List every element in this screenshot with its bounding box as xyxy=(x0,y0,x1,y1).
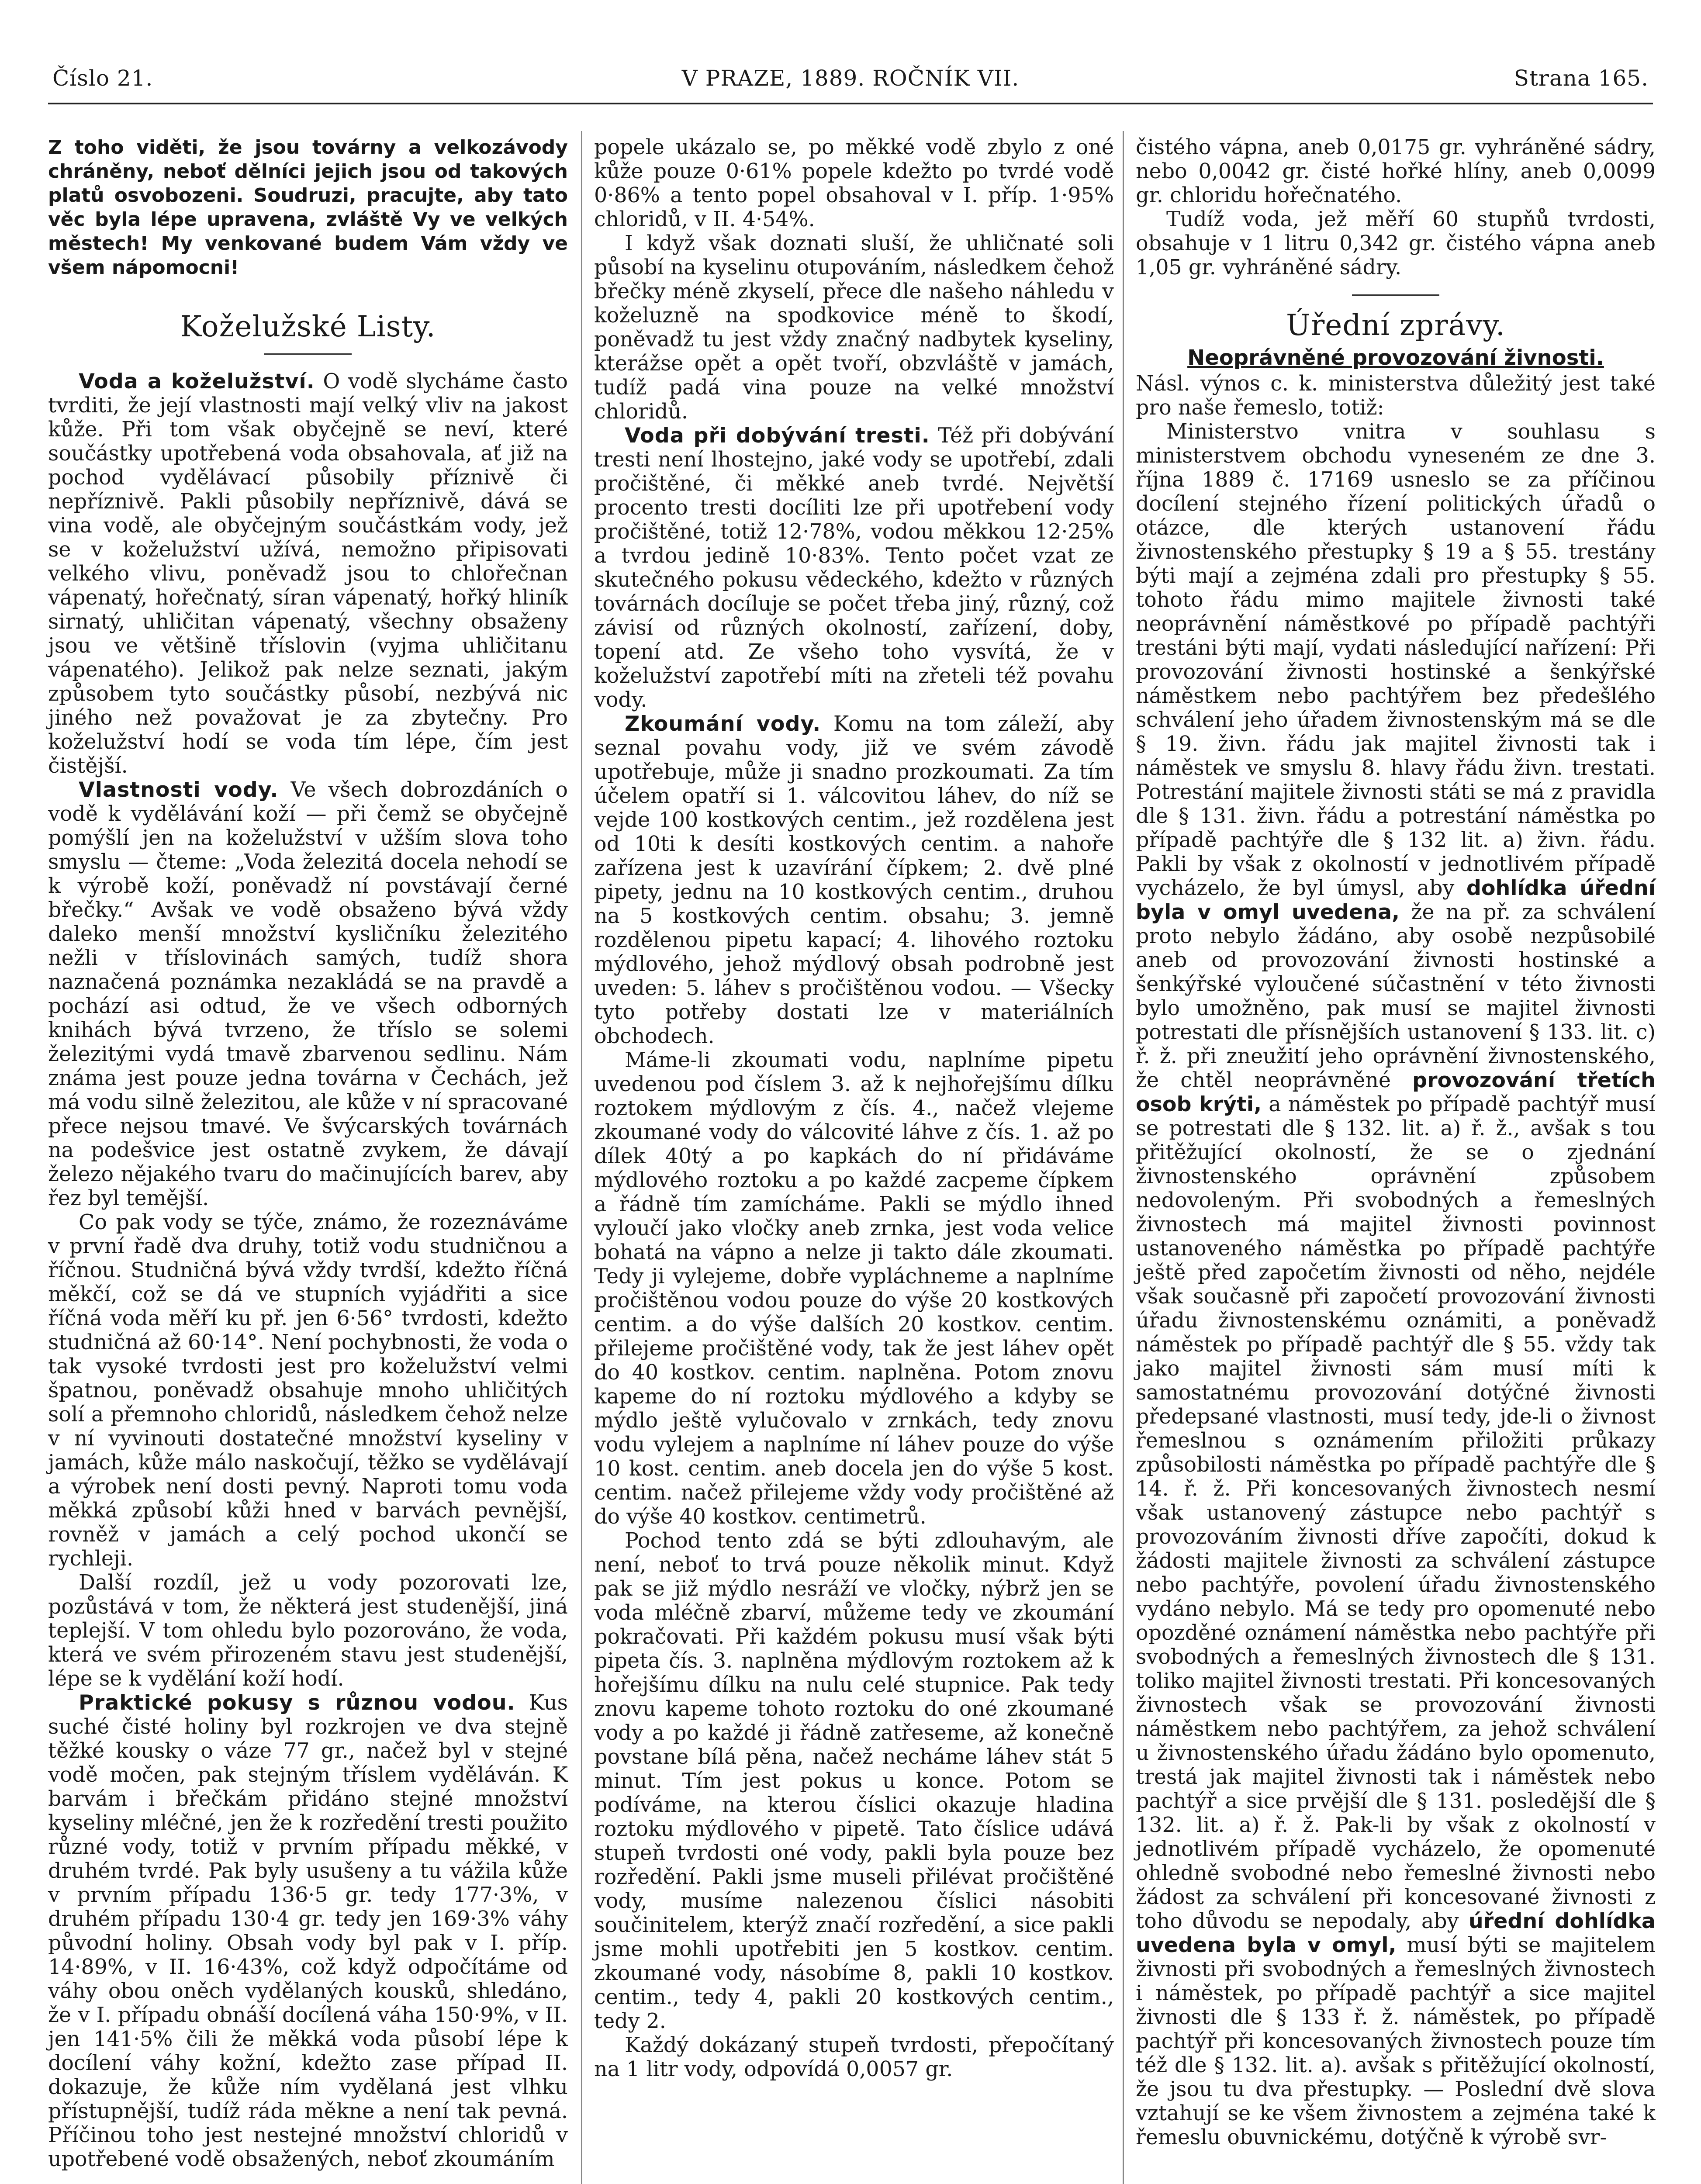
paragraph xyxy=(48,370,568,778)
paragraph-text: Též při dobývání tresti není lhostejno, jaké vody se upotřebí, zdali pročištěné, či měkké aneb tvrdé. Největší procento tresti docíliti lze při upotřebení vody pročištěné, totiž 12·78%, vodou měkkou 12·25% a tvrdou jedině 10·83%. Tento počet vzat ze skutečného pokusu vědeckého, kdežto v různých továrnách docíluje se počet třeba jiný, různý, což závisí od různých okolností, zařízení, doby, topení atd. Ze všeho toho vysvítá, že v koželužství zapotřebí míti na zřeteli též povahu vody. xyxy=(594,424,1114,712)
column-2 xyxy=(594,135,1114,2081)
paragraph: Násl. výnos c. k. ministerstva důležitý jest také pro naše řemeslo, totiž: xyxy=(1136,372,1656,420)
paragraph xyxy=(594,424,1114,712)
paragraph: Pochod tento zdá se býti zdlouhavým, ale není, neboť to trvá pouze několik minut. Když pak se již mýdlo nesráží ve vločky, nýbrž jen se voda mléčně zbarví, můžeme tedy ve zkoumání pokračovati. Při každém pokusu musí však býti pipeta čís. 3. naplněna mýdlovým roztokem až k hořejšímu dílku na nulu celé stupnice. Pak tedy znovu kapeme tohoto roztoku do oné zkoumané vody a po každé ji řádně zatřeseme, až konečně povstane bílá pěna, načež necháme láhev stát 5 minut. Tím jest pokus u konce. Potom se podíváme, na kterou číslici okazuje hladina roztoku mýdlového v pipetě. Tato číslice udává stupeň tvrdosti oné vody, pakli byla pouze bez rozředění. Pakli jsme museli přilévat pročištěné vody, musíme nalezenou číslici násobiti součinitelem, kterýž značí rozředění, a sice pakli jsme mohli upotřebiti jen 5 kostkov. centim. zkoumané vody, násobíme 8, pakli 10 kostkov. centim., tedy 4, pakli 20 kostkových centim., tedy 2. xyxy=(594,1529,1114,2033)
paragraph-text: Kus suché čisté holiny byl rozkrojen ve dva stejně těžké kousky o váze 77 gr., načež byl v stejné vodě močen, pak stejným tříslem vyděláván. K barvám i břečkám přidáno stejné množství kyseliny mléčné, jen že k rozředění tresti použito různé vody, totiž v prvním případu měkké, v druhém tvrdé. Pak byly usušeny a tu vážila kůže v prvním případu 136·5 gr. tedy 177·3%, v druhém případu 130·4 gr. tedy jen 169·3% váhy původní holiny. Obsah vody byl pak v I. příp. 14·89%, v II. 16·43%, což když odpočítáme od váhy obou oněch vydělaných kousků, shledáno, že v I. případu obnáší docílená váha 150·9%, v II. jen 141·5% čili že měkká voda působí lépe k docílení váhy kožní, kdežto zase případ II. dokazuje, že kůže ním vydělaná jest vlhku přístupnější, tudíž ráda měkne a není tak pevná. Příčinou toho jest nestejné množství chloridů v upotřebené vodě obsažených, neboť zkoumáním xyxy=(48,1691,568,2171)
paragraph: Máme-li zkoumati vodu, naplníme pipetu uvedenou pod číslem 3. až k nejhořejšímu dílku roztokem mýdlovým z čís. 4., načež vlejeme zkoumané vody do válcovité láhve z čís. 1. až po dílek 40tý a po kapkách do ní přidáváme mýdlového roztoku a po každé zacpeme čípkem a řádně tím zamícháme. Pakli se mýdlo ihned vyloučí jako vločky aneb zrnka, jest voda velice bohatá na vápno a nelze ji takto dále zkoumati. Tedy ji vylejeme, dobře vypláchneme a naplníme pročištěnou vodou pouze do výše 20 kostkových centim. a do výše dalších 20 kostkov. centim. přilejeme pročištěné vody, tak že jest láhev opět do 40 kostkov. centim. naplněna. Potom znovu kapeme do ní roztoku mýdlového a kdyby se mýdlo ještě vylučovalo v zrnkách, tedy znovu vodu vylejem a naplníme ní láhev pouze do výše 10 kost. centim. aneb docela jen do výše 5 kost. centim. načež přilejeme vždy vody pročištěné až do výše 40 kostkov. centimetrů. xyxy=(594,1048,1114,1529)
paragraph xyxy=(1136,420,1656,2149)
section-rule xyxy=(1352,294,1439,296)
page-header xyxy=(52,66,1649,105)
header-rule xyxy=(48,103,1653,104)
paragraph: I když však doznati sluší, že uhličnaté soli působí na kyselinu otupováním, následkem čehož břečky méně zkyselí, přece dle našeho náhledu v koželuzně na spodkovice méně to škodí, poněvadž tu jest vždy značný nadbytek kyseliny, kterážse opět a opět tvoří, obzvláště v jamách, tudíž padá vina pouze na velké množství chloridů. xyxy=(594,232,1114,424)
subheading: Neoprávněné provozování živnosti. xyxy=(1187,346,1604,370)
paragraph-text: Komu na tom záleží, aby seznal povahu vody, již ve svém závodě upotřebuje, může ji snadno prozkoumati. Za tím účelem opatří si 1. válcovitou láhev, do níž se vejde 100 kostkových centim., jež rozdělena jest od 10ti k desíti kostkových centim. a nahoře zařízena jest k uzavírání čípkem; 2. dvě plné pipety, jednu na 10 kostkových centim., druhou na 5 kostkových centim. obsahu; 3. jemně rozdělenou pipetu kapací; 4. lihového roztoku mýdlového, jehož mýdlový obsah podrobně jest uveden: 5. láhev s pročištěnou vodou. — Všecky tyto potřeby dostati lze v materiálních obchodech. xyxy=(594,712,1114,1048)
paragraph: čistého vápna, aneb 0,0175 gr. vyhráněné sádry, nebo 0,0042 gr. čisté hořké hlíny, aneb 0,0099 gr. chloridu hořečnatého. xyxy=(1136,135,1656,207)
paragraph xyxy=(48,778,568,1210)
section-title: Úřední zprávy. xyxy=(1286,308,1505,342)
paragraph: Každý dokázaný stupeň tvrdosti, přepočítaný na 1 litr vody, odpovídá 0,0057 gr. xyxy=(594,2033,1114,2081)
column-divider xyxy=(1123,131,1124,2184)
paragraph: Další rozdíl, jež u vody pozorovati lze, pozůstává v tom, že některá jest studenější, jiná teplejší. V tom ohledu bylo pozorováno, že voda, která ve svém přirozeném stavu jest studenější, lépe se k vydělání koží hodí. xyxy=(48,1571,568,1691)
page-number: Strana 165. xyxy=(1514,66,1649,91)
paragraph xyxy=(594,712,1114,1048)
column-3 xyxy=(1136,135,1656,2149)
runin-heading: Vlastnosti vody. xyxy=(79,778,279,802)
column-1 xyxy=(48,135,568,2171)
paragraph-text: že na př. za schválení proto nebylo žádáno, aby osobě nezpůsobilé aneb od provozování živnosti hostinské a šenkýřské vyloučené súčastnění v této živnosti bylo umožněno, pak musí se majitel živnosti potrestati dle přísnějších ustanovení § 133. lit. c) ř. ž. při zneužití jeho oprávnění živnostenského, že chtěl neoprávněné xyxy=(1136,900,1656,1092)
paragraph: Tudíž voda, jež měří 60 stupňů tvrdosti, obsahuje v 1 litru 0,342 gr. čistého vápna aneb 1,05 gr. vyhráněné sádry. xyxy=(1136,207,1656,280)
issue-number: Číslo 21. xyxy=(52,66,153,91)
section-title: Koželužské Listy. xyxy=(180,310,436,343)
paragraph xyxy=(48,1691,568,2171)
runin-heading: Voda a koželužství. xyxy=(79,370,315,394)
runin-heading: Praktické pokusy s různou vodou. xyxy=(79,1691,515,1715)
section-rule xyxy=(264,353,352,355)
paragraph-text: Ministerstvo vnitra v souhlasu s ministerstvem obchodu vyneseném ze dne 3. října 1889 č. 17169 usneslo se za příčinou docílení stejného řízení politických úřadů o otázce, dle kterých ustanovení řádu živnostenského přestupky § 19 a § 55. trestány býti mají a zejména zdali pro přestupky § 55. tohoto řádu mimo majitele živnosti také neoprávnění náměstkové po případě pachtýři trestáni býti mají, vydati následující nařízení: Při provozování živnosti hostinské a šenkýřské náměstkem nebo pachtýřem bez předešlého schválení jeho úřadem živnostenským má se dle § 19. živn. řádu jak majitel živnosti tak i náměstek ve smyslu 8. hlavy řádu živn. trestati. Potrestání majitele živnosti státi se má z pravidla dle § 131. živn. řádu a potrestání náměstka po případě pachtýře dle § 132 lit. a) živn. řádu. Pakli by však z okolností v jednotlivém případě vycházelo, že byl úmysl, aby xyxy=(1136,420,1656,900)
paragraph-text: Ve všech dobrozdáních o vodě k vydělávání koží — při čemž se obyčejně pomýšlí jen na koželužství v užším slova toho smyslu — čteme: „Voda železitá docela nehodí se k výrobě koží, poněvadž ní povstávají černé břečky.“ Avšak ve vodě obsaženo bývá vždy daleko menší množství kysličníku železitého nežli v tříslovinách samých, tudíž shora naznačená poznámka nezakládá se na pravdě a pochází asi odtud, že ve všech odborných knihách bývá tvrzeno, že tříslo se solemi železitými vydá tmavě zbarvenou sedlinu. Nám známa jest pouze jedna továrna v Čechách, jež má vodu silně železitou, ale kůže v ní spracované přece nejsou tmavé. Ve švýcarských továrnách na podešvice jest ostatně zvykem, že dávají železo nějakého tvaru do mačinujících barev, aby řez byl temější. xyxy=(48,778,568,1210)
emphasis: dohlídka úřední byla v omyl uvedena, xyxy=(1136,876,1656,924)
runin-heading: Zkoumání vody. xyxy=(625,712,821,736)
emphasis: provozování třetích osob krýti, xyxy=(1136,1068,1656,1116)
column-divider xyxy=(581,131,582,2184)
paragraph: Co pak vody se týče, známo, že rozeznáváme v první řadě dva druhy, totiž vodu studničnou a říčnou. Studničná bývá vždy tvrdší, kdežto říčná měkčí, což se dá ve stupních vyjádřiti a sice říčná voda měří ku př. jen 6·56° tvrdosti, kdežto studničná až 60·14°. Není pochybnosti, že voda o tak vysoké tvrdosti jest pro koželužství velmi špatnou, poněvadž obsahuje mnoho uhličitých solí a přemnoho chloridů, následkem čehož nelze v ní vyvinouti dostatečné množství kyseliny v jamách, kůže málo naskočují, těžko se vydělávají a výrobek není dosti pevný. Naproti tomu voda měkká způsobí kůži hned v barvách pevnější, rovněž v jamách a celý pochod ukončí se rychleji. xyxy=(48,1210,568,1571)
place-year-volume: V PRAZE, 1889. ROČNÍK VII. xyxy=(681,66,1020,91)
paragraph-text: a náměstek po případě pachtýř musí se potrestati dle § 132. lit. a) ř. ž., avšak s tou přitěžující okolností, že se o zjednání živnostenského oprávnění způsobem nedovoleným. Při svobodných a řemeslných živnostech má majitel živnosti povinnost ustanoveného náměstka po případě pachtýře ještě před započetím živnosti od něho, nejdéle však současně při započetí provozování živnosti úřadu živnostenskému oznámiti, a poněvadž náměstek po případě pachtýř dle § 55. vždy tak jako majitel živnosti sám musí míti k samostatnému provozování dotýčné živnosti předepsané vlastnosti, musí tedy, jde-li o živnost řemeslnou s oznámením přiložiti průkazy způsobilosti náměstka po případě pachtýře dle § 14. ř. ž. Při koncesovaných živnostech nesmí však ustanovený zástupce nebo pachtýř s provozováním živnosti dříve započíti, dokud k žádosti majitele živnosti za schválení zástupce nebo pachtýře, povolení úřadu živnostenského vydáno nebylo. Má se tedy pro opomenuté nebo opozděné oznámení náměstka nebo pachtýře při svobodných a řemeslných živnostech dle § 131. toliko majitel živnosti trestati. Při koncesovaných živnostech však se provozování živnosti náměstkem nebo pachtýřem, za jehož schválení u živnostenského úřadu žádáno bylo opomenuto, trestá jak majitel živnosti tak i náměstek nebo pachtýř a sice prvější dle § 131. posledější dle § 132. lit. a) ř. ž. Pak-li by však z okolností v jednotlivém případě vycházelo, že opomenuté ohledně svobodné nebo řemeslné živnosti nebo žádost za schválení při koncesované živnosti z toho důvodu se nepodaly, aby xyxy=(1136,1092,1656,1933)
paragraph-text: O vodě slycháme často tvrditi, že její vlastnosti mají velký vliv na jakost kůže. Při tom však obyčejně se neví, které součástky upotřebená voda obsahovala, ať již na pochod vydělávací působily příznivě či nepříznivě. Pakli působily nepříznivě, dává se vina vodě, ale obyčejným součástkám vody, jež se v koželužství užívá, nemožno připisovati velkého vlivu, poněvadž jsou to chlořečnan vápenatý, hořečnatý, síran vápenatý, hořký hliník sirnatý, uhličitan vápenatý, všechny obsaženy jsou ve většině tříslovin (vyjma uhličitanu vápenatého). Jelikož pak nelze seznati, jakým způsobem tyto součástky působí, nezbývá nic jiného než považovat je za zbytečny. Pro koželužství hodí se voda tím lépe, čím jest čistější. xyxy=(48,370,568,778)
emphasis: úřední dohlídka uvedena byla v omyl, xyxy=(1136,1909,1656,1957)
paragraph-text: musí býti se majitelem živnosti při svobodných a řemeslných živnostech i náměstek, po případě pachtýř a sice majitel živnosti dle § 133 ř. ž. náměstek, po případě pachtýř při koncesovaných živnostech pouze tím též dle § 132. lit. a). avšak s přitěžující okolností, že jsou tu dva přestupky. — Poslední dvě slova vztahují se ke všem živnostem a zejména také k řemeslu obuvnickému, dotýčně k výrobě svr- xyxy=(1136,1933,1656,2149)
paragraph: popele ukázalo se, po měkké vodě zbylo z oné kůže pouze 0·61% popele kdežto po tvrdé vodě 0·86% a tento popel obsahoval v I. příp. 1·95% chloridů, v II. 4·54%. xyxy=(594,135,1114,232)
runin-heading: Voda při dobývání tresti. xyxy=(625,424,930,448)
intro-paragraph: Z toho viděti, že jsou továrny a velkozávody chráněny, neboť dělníci jejich jsou od takových platů osvobozeni. Soudruzi, pracujte, aby tato věc byla lépe upravena, zvláště Vy ve velkých městech! My venkované budem Vám vždy ve všem nápomocni! xyxy=(48,136,568,279)
